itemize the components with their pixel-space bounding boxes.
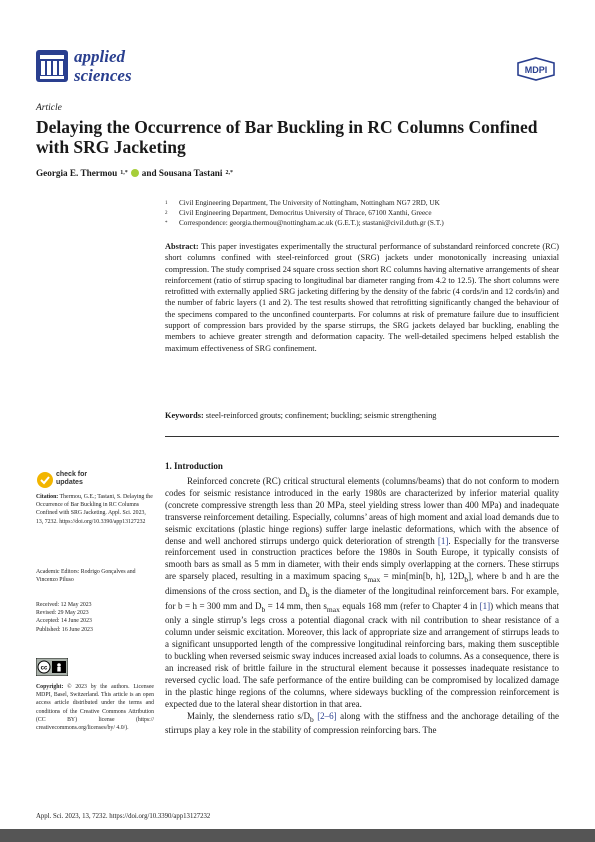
subscript: max [367, 575, 381, 585]
copyright-block [36, 683, 154, 732]
text-run: along with the stiffness and the anchorage detailing of the stirrups play a key role in the stability of compression reinforcing bars. The [165, 710, 560, 736]
copyright-label: Copyright: [36, 684, 64, 690]
journal-name [74, 47, 132, 85]
affiliation-number: 1 [165, 201, 168, 206]
check-label-line2: updates [56, 479, 83, 486]
abstract-text: This paper investigates experimentally the structural performance of substandard reinforced concrete (RC) short columns confined with steel-reinforced grout (SRG) jackets under monotonically increasing uniaxial compression. The study comprised 24 square cross section short RC columns having alternative arrangements of shear reinforcement (ratio of stirrup spacing to longitudinal bar diameter ranging from 4.2 to 12.5). The short columns were retrofitted with externally applied SRG jacketing differing by the density of the fabric (4 cords/in and 12 cords/in) and the number of fabric layers (1 and 2). The test results showed that retrofitting significantly changed the behaviour of the specimens compared to the unconfined counterparts. For columns at risk of premature failure due to insufficient support of compression bars provided by the sparse stirrups, the SRG jackets delayed bar buckling, enabling the members to achieve greater strength and deformation capacity. The well-detailed specimens helped establish the maximum effectiveness of SRG confinement. [165, 242, 559, 353]
correspondence-text: Correspondence: georgia.thermou@nottingham.ac.uk (G.E.T.); stastani@civil.duth.gr (S.T.) [179, 219, 444, 227]
author-superscript: 1,* [120, 170, 128, 176]
date-received: Received: 12 May 2023 [36, 602, 92, 608]
journal-name-line1: applied [74, 47, 125, 66]
affiliation [165, 209, 560, 219]
orcid-icon[interactable] [131, 169, 139, 177]
divider [165, 436, 559, 437]
text-run: Mainly, the slenderness ratio s/D [187, 710, 310, 721]
date-published: Published: 16 June 2023 [36, 626, 93, 633]
abstract [165, 241, 559, 354]
affiliation-number: 2 [165, 211, 168, 216]
keywords-text: steel-reinforced grouts; confinement; buckling; seismic strengthening [205, 411, 437, 420]
subscript: b [309, 714, 314, 724]
correspondence-marker: * [165, 221, 168, 226]
text-run: = 14 mm, then s [265, 600, 327, 611]
text-run: ) which means that only a single stirrup’s legs cross a potential diagonal crack with nil contribution to shear resistance of a column under seismic excitation. Moreover, this lack of appropriate size and arrangement of stirrups leads to a significant unsupported length of the compressive longitudinal reinforcing bars, making them susceptible to buckling when reversed seismic sway induces increased axial loads to columns. As a consequence, there is an increased risk of brittle failure in the structural element because it possesses inadequate resistance to reversed cyclic load. The safe performance of the entire building can be compromised by localized damage in the plastic hinge regions of the columns, where sideways buckling of the compression reinforcement is expected due to the lateral shear distortion in that area. [165, 600, 560, 709]
footer-citation[interactable]: Appl. Sci. 2023, 13, 7232. https://doi.org/10.3390/app13127232 [36, 813, 211, 820]
introduction-body [165, 476, 559, 737]
text-run: . Especially for the transverse reinforcement used in construction practices before the 1980s in South Europe, it typically consists of smooth bars as small as 5 mm in diameter, with their ends simply overlapping at the corners. These stirrups are sparsely placed, resulting in a maximum spacing s [165, 535, 559, 582]
check-for-updates-badge[interactable] [36, 470, 106, 490]
section-heading: 1. Introduction [165, 461, 223, 471]
abstract-label: Abstract: [165, 242, 199, 251]
subscript: max [326, 604, 340, 614]
citation-link[interactable]: [2–6] [317, 710, 337, 721]
paragraph [165, 476, 559, 711]
check-for-updates-icon [36, 471, 54, 489]
svg-text:MDPI: MDPI [524, 65, 548, 75]
keywords-label: Keywords: [165, 411, 204, 420]
text-run: Reinforced concrete (RC) critical structural elements (columns/beams) that do not conform to modern codes for seismic resistance introduced in the early 1980s are characterized by inferior material quality (concrete compressive strength less than 20 MPa, steel yielding stress lower than 400 MPa) and inadequate transverse reinforcement detailing. Especially, columns’ areas of high moment and axial load demands due to seismic excitations (plastic hinge regions) suffer large inelastic deformations, which with the absence of dense and well anchored stirrups undergo quick deterioration of strength [165, 476, 559, 546]
affiliation-text: Civil Engineering Department, The University of Nottingham, Nottingham NG7 2RD, UK [179, 199, 440, 207]
academic-editors: Academic Editors: Rodrigo Gonçalves and Vincenzo Piluso [36, 569, 136, 584]
check-label-line1: check for [56, 471, 88, 478]
publication-dates [36, 601, 154, 634]
date-accepted: Accepted: 14 June 2023 [36, 618, 92, 625]
author-list [36, 168, 233, 178]
citation-link[interactable]: [1] [437, 535, 449, 546]
applied-sciences-logo [36, 50, 68, 82]
svg-text:cc: cc [40, 665, 48, 672]
mdpi-logo [516, 57, 556, 81]
author-name: and Sousana Tastani [141, 168, 223, 178]
date-revised: Revised: 29 May 2023 [36, 610, 89, 617]
copyright-text: © 2023 by the authors. Licensee MDPI, Basel, Switzerland. This article is an open access article distributed under the terms and conditions of the Creative Commons Attribution (CC BY) license (https:// creativecommons.org/licenses/by/ 4.0/). [36, 684, 154, 732]
correspondence [165, 219, 560, 229]
article-title: Delaying the Occurrence of Bar Buckling in RC Columns Confined with SRG Jacketing [36, 117, 538, 157]
author-name: Georgia E. Thermou [36, 168, 118, 178]
keywords [165, 410, 559, 421]
affiliation-text: Civil Engineering Department, Democritus University of Thrace, 67100 Xanthi, Greece [179, 209, 432, 217]
subscript: b [305, 589, 310, 599]
author-superscript: 2,* [225, 170, 233, 176]
paragraph [165, 711, 559, 738]
text-run: equals 168 mm (refer to Chapter 4 in [339, 600, 480, 611]
article-type: Article [36, 103, 62, 113]
citation-label: Citation: [36, 494, 59, 500]
text-run: = min[min[b, h], 12D [380, 571, 465, 582]
text-run: is the diameter of the longitudinal reinforcement bars. For example, for b = h = 300 mm and D [165, 585, 559, 611]
viewer-toolbar [0, 829, 595, 842]
journal-name-line2: sciences [74, 66, 132, 85]
subscript: b [464, 575, 469, 585]
text-run: ], where b and h are the dimensions of the cross section, and D [165, 571, 559, 596]
citation-link[interactable]: [1] [479, 600, 491, 611]
cc-by-license-icon[interactable] [36, 658, 68, 676]
citation-block [36, 493, 154, 526]
citation-text: Thermou, G.E.; Tastani, S. Delaying the Occurrence of Bar Buckling in RC Columns Confined with SRG Jacketing. Appl. Sci. 2023, 13, 7232. https://doi.org/10.3390/app13127232 [36, 494, 153, 525]
affiliation [165, 199, 560, 209]
subscript: b [261, 604, 266, 614]
